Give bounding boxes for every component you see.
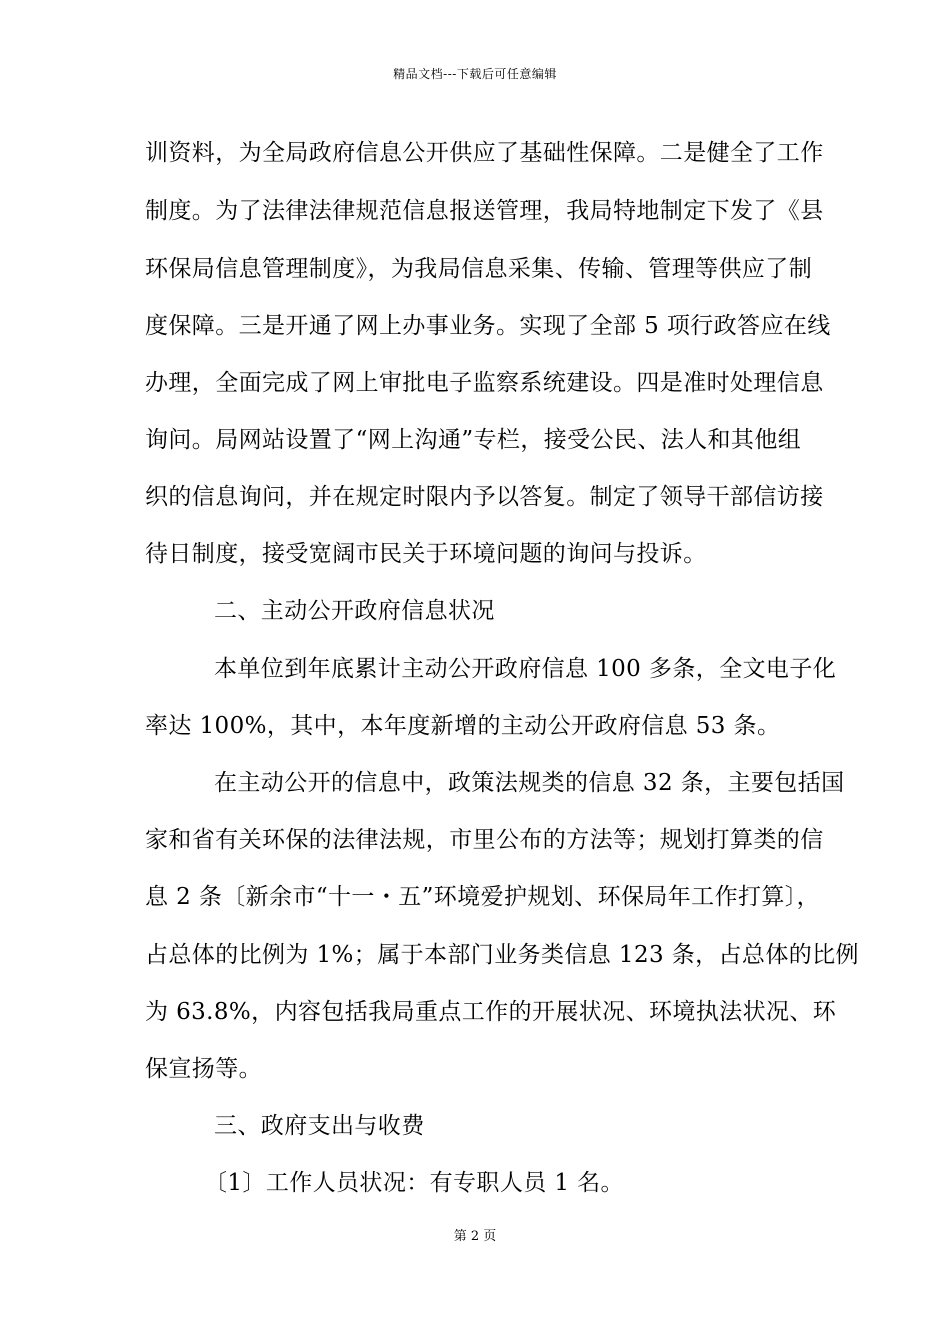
- body-line: 制度。为了法律法律规范信息报送管理，我局特地制定下发了《县: [145, 198, 824, 224]
- body-line: 率达 100%，其中，本年度新增的主动公开政府信息 53 条。: [145, 713, 781, 739]
- body-line: 在主动公开的信息中，政策法规类的信息 32 条，主要包括国: [214, 770, 845, 796]
- page-number: 第 2 页: [453, 1229, 497, 1244]
- body-line: 环保局信息管理制度》，为我局信息采集、传输、管理等供应了制: [145, 256, 813, 282]
- body-line: 〔1〕工作人员状况：有专职人员 1 名。: [204, 1170, 624, 1196]
- section-heading: 三、政府支出与收费: [214, 1113, 425, 1139]
- body-line: 织的信息询问，并在规定时限内予以答复。制定了领导干部信访接: [145, 484, 824, 510]
- body-line: 本单位到年底累计主动公开政府信息 100 多条，全文电子化: [214, 656, 837, 682]
- page-header: 精品文档---下载后可任意编辑: [393, 67, 557, 81]
- body-line: 保宣扬等。: [145, 1056, 262, 1082]
- body-line: 办理，全面完成了网上审批电子监察系统建设。四是准时处理信息: [145, 370, 824, 396]
- body-line: 询问。局网站设置了“网上沟通”专栏，接受公民、法人和其他组: [145, 427, 802, 453]
- body-line: 训资料，为全局政府信息公开供应了基础性保障。二是健全了工作: [145, 140, 824, 166]
- body-line: 息 2 条〔新余市“十一・五”环境爱护规划、环保局年工作打算〕，: [145, 884, 821, 910]
- body-line: 占总体的比例为 1%；属于本部门业务类信息 123 条，占总体的比例: [145, 942, 859, 968]
- body-line: 为 63.8%，内容包括我局重点工作的开展状况、环境执法状况、环: [145, 999, 837, 1025]
- body-line: 度保障。三是开通了网上办事业务。实现了全部 5 项行政答应在线: [145, 313, 831, 339]
- body-line: 待日制度，接受宽阔市民关于环境问题的询问与投诉。: [145, 541, 707, 567]
- section-heading: 二、主动公开政府信息状况: [214, 598, 495, 624]
- body-line: 家和省有关环保的法律法规，市里公布的方法等；规划打算类的信: [145, 827, 824, 853]
